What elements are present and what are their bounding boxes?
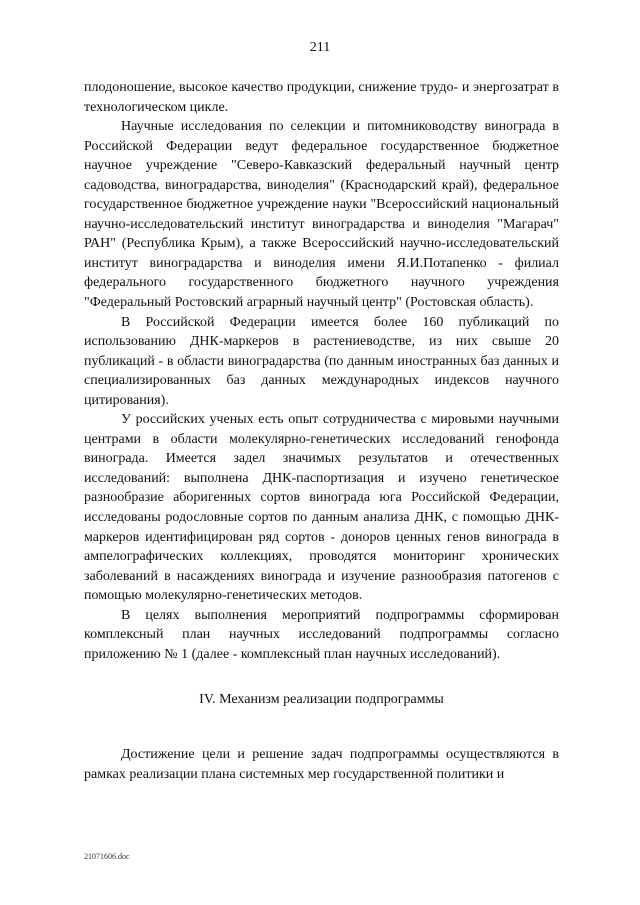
paragraph-4: У российских ученых есть опыт сотрудничества с мировыми научными центрами в области молекулярно-генетических исследований генофонда винограда. Имеется задел значимых результатов и отечественных исследований: выполнена ДНК-паспортизация и изучено генетическое разнообразие аборигенных сортов винограда юга Российской Федерации, исследованы родословные сортов по данным анализа ДНК, с помощью ДНК-маркеров идентифицирован ряд сортов - доноров ценных генов винограда в ампелографических коллекциях, проводятся мониторинг хронических заболеваний в насаждениях винограда и изучение разнообразия патогенов с помощью молекулярно-генетических методов.	[84, 412, 559, 604]
section-heading: IV. Механизм реализации подпрограммы	[199, 692, 444, 708]
paragraph-2: Научные исследования по селекции и питомниководству винограда в Российской Федерации ведут федеральное государственное бюджетное научное учреждение "Северо-Кавказский федеральный научный центр садоводства, виноградарства, виноделия" (Краснодарский край), федеральное государственное бюджетное учреждение науки "Всероссийский национальный научно-исследовательский институт виноградарства и виноделия "Магарач" РАН" (Республика Крым), а также Всероссийский научно-исследовательский институт виноградарства и виноделия имени Я.И.Потапенко - филиал федерального государственного бюджетного научного учреждения "Федеральный Ростовский аграрный научный центр" (Ростовская область).	[84, 119, 559, 311]
paragraph-6: Достижение цели и решение задач подпрограммы осуществляются в рамках реализации плана системных мер государственной политики и	[84, 746, 559, 782]
paragraph-3: В Российской Федерации имеется более 160 публикаций по использованию ДНК-маркеров в растениеводстве, из них свыше 20 публикаций - в области виноградарства (по данным иностранных баз данных и специализированных баз данных международных индексов научного цитирования).	[84, 314, 559, 408]
document-body	[84, 78, 559, 784]
page-number: 211	[309, 40, 331, 55]
footer-filename: 21071606.doc	[84, 852, 130, 861]
paragraph-5: В целях выполнения мероприятий подпрограммы сформирован комплексный план научных исследований подпрограммы согласно приложению № 1 (далее - комплексный план научных исследований).	[84, 607, 559, 662]
paragraph-1: плодоношение, высокое качество продукции, снижение трудо- и энергозатрат в технологическом цикле.	[84, 80, 559, 115]
